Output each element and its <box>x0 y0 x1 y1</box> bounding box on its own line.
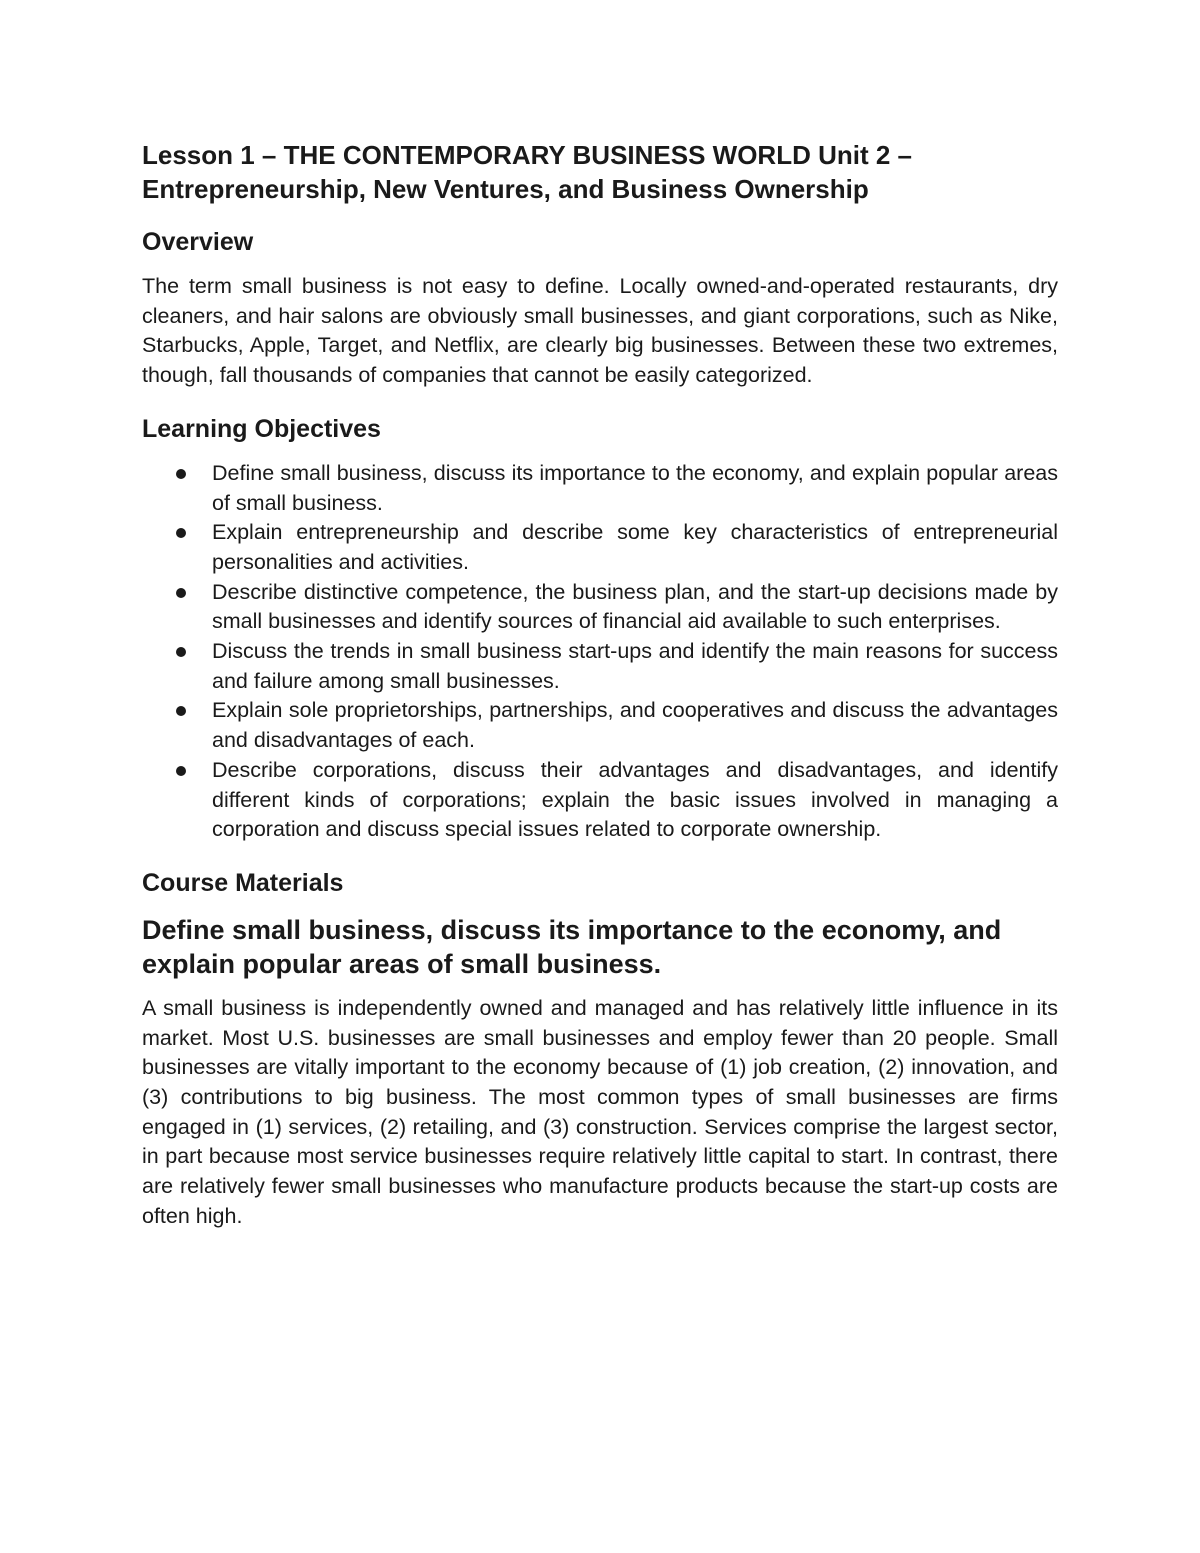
list-item-text: Describe corporations, discuss their advantages and disadvantages, and identify different kinds of corporations; explain the basic issues involved in managing a corporation and discuss special issues related to corporate ownership. <box>212 757 1058 842</box>
list-item <box>142 756 1058 845</box>
bullet-icon <box>176 647 186 657</box>
list-item <box>142 578 1058 637</box>
overview-paragraph: The term small business is not easy to define. Locally owned-and-operated restaurants, dry cleaners, and hair salons are obviously small businesses, and giant corporations, such as Nike, Starbucks, Apple, Target, and Netflix, are clearly big businesses. Between these two extremes, though, fall thousands of companies that cannot be easily categorized. <box>142 274 1058 388</box>
bullet-icon <box>176 588 186 598</box>
list-item <box>142 518 1058 577</box>
course-materials-subheading: Define small business, discuss its importance to the economy, and explain popular areas of small business. <box>142 914 1002 979</box>
list-item <box>142 696 1058 755</box>
list-item-text: Describe distinctive competence, the business plan, and the start-up decisions made by small businesses and identify sources of financial aid available to such enterprises. <box>212 579 1058 634</box>
learning-objectives-list <box>142 459 1058 845</box>
list-item <box>142 637 1058 696</box>
bullet-icon <box>176 766 186 776</box>
course-materials-paragraph: A small business is independently owned and managed and has relatively little influence in its market. Most U.S. businesses are small businesses and employ fewer than 20 people. Small businesses are vitally important to the economy because of (1) job creation, (2) innovation, and (3) contributions to big business. The most common types of small businesses are firms engaged in (1) services, (2) retailing, and (3) construction. Services comprise the largest sector, in part because most service businesses require relatively little capital to start. In contrast, there are relatively fewer small businesses who manufacture products because the start-up costs are often high. <box>142 995 1058 1228</box>
list-item-text: Define small business, discuss its importance to the economy, and explain popular areas of small business. <box>212 460 1058 515</box>
learning-objectives-heading: Learning Objectives <box>142 414 381 443</box>
overview-heading: Overview <box>142 228 254 256</box>
document-title: Lesson 1 – THE CONTEMPORARY BUSINESS WORLD Unit 2 – Entrepreneurship, New Ventures, and Business Ownership <box>142 140 912 204</box>
bullet-icon <box>176 528 186 538</box>
bullet-icon <box>176 706 186 716</box>
list-item <box>142 459 1058 518</box>
list-item-text: Explain entrepreneurship and describe some key characteristics of entrepreneurial personalities and activities. <box>212 520 1058 574</box>
course-materials-heading: Course Materials <box>142 868 344 897</box>
document-page <box>142 138 1058 1254</box>
list-item-text: Discuss the trends in small business start-ups and identify the main reasons for success and failure among small businesses. <box>212 639 1058 693</box>
bullet-icon <box>176 469 186 479</box>
list-item-text: Explain sole proprietorships, partnerships, and cooperatives and discuss the advantages and disadvantages of each. <box>212 698 1058 753</box>
